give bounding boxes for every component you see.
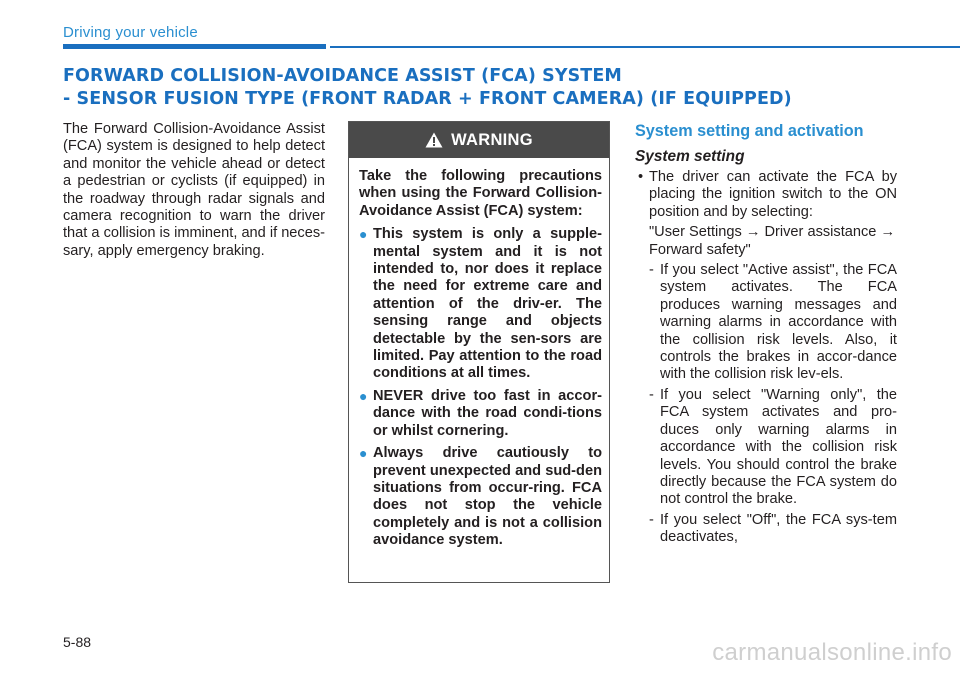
bullet-icon: ● [359, 226, 368, 243]
settings-subheading: System setting [635, 148, 745, 165]
settings-heading: System setting and activation [635, 122, 864, 140]
warning-triangle-icon [425, 132, 443, 148]
settings-option-text: If you select "Warning only", the FCA system activates and pro-duces only warning alarms in accordance with the collision risk levels. You should control the brake directly because the FCA system do not control the brake. [660, 386, 897, 508]
watermark: carmanualsonline.info [712, 639, 952, 666]
warning-item [359, 445, 602, 549]
settings-menu-path: "User Settings → Driver assistance → Forward safety" [649, 224, 896, 258]
settings-bullet-text: The driver can activate the FCA by placing the ignition switch to the ON position and by selecting: [649, 169, 897, 220]
settings-option-text: If you select "Off", the FCA sys-tem deactivates, [660, 511, 897, 546]
dash-icon: - [649, 511, 654, 528]
warning-item-text: Always drive cautiously to prevent unexpected and sud-den situations from occur-ring. FCA does not stop the vehicle completely and is not a collision avoidance system. [373, 445, 602, 549]
header-rule-thick [63, 44, 326, 49]
warning-list [359, 226, 602, 549]
bullet-icon: ● [359, 387, 368, 404]
warning-heading: WARNING [451, 130, 533, 149]
page-number: 5-88 [63, 634, 92, 650]
header-rule-thin [330, 46, 960, 48]
warning-item [359, 388, 602, 440]
section-label: Driving your vehicle [63, 24, 198, 41]
warning-item-text: NEVER drive too fast in accor-dance with the road condi-tions or whilst cornering. [373, 387, 602, 439]
settings-option [635, 512, 897, 547]
settings-column [635, 121, 897, 547]
warning-box [348, 121, 610, 583]
bullet-icon: • [638, 169, 644, 185]
settings-option-text: If you select "Active assist", the FCA system activates. The FCA produces warning messages and warning alarms in accordance with the collision risk levels. Also, it controls the brakes in accor-dance with the collision risk lev-els. [660, 262, 897, 383]
warning-intro: Take the following precautions when using the Forward Collision-Avoidance Assist (FCA) system: [359, 168, 602, 219]
bullet-icon: ● [359, 445, 368, 462]
warning-item-text: This system is only a supple-mental system and it is not intended to, nor does it replace the need for extreme care and attention of the driv-er. The sensing range and objects detectable by the sen-sors are limited. Pay attention to the road conditions at all times. [373, 226, 602, 382]
page-title-line-2: - SENSOR FUSION TYPE (FRONT RADAR + FRONT CAMERA) (IF EQUIPPED) [63, 89, 792, 109]
settings-option [635, 387, 897, 509]
warning-header [349, 122, 609, 158]
settings-bullet [635, 169, 897, 221]
warning-body [349, 158, 609, 550]
page-title-line-1: FORWARD COLLISION-AVOIDANCE ASSIST (FCA) SYSTEM [63, 66, 622, 86]
intro-paragraph: The Forward Collision-Avoidance Assist (FCA) system is designed to help detect and monitor the vehicle ahead or detect a pedestrian or cyclists (if equipped) in the roadway through radar signals and camera recognition to warn the driver that a collision is imminent, and if neces-sary, apply emergency braking. [63, 121, 325, 259]
warning-item [359, 226, 602, 383]
dash-icon: - [649, 262, 654, 279]
dash-icon: - [649, 386, 654, 403]
settings-option [635, 262, 897, 384]
